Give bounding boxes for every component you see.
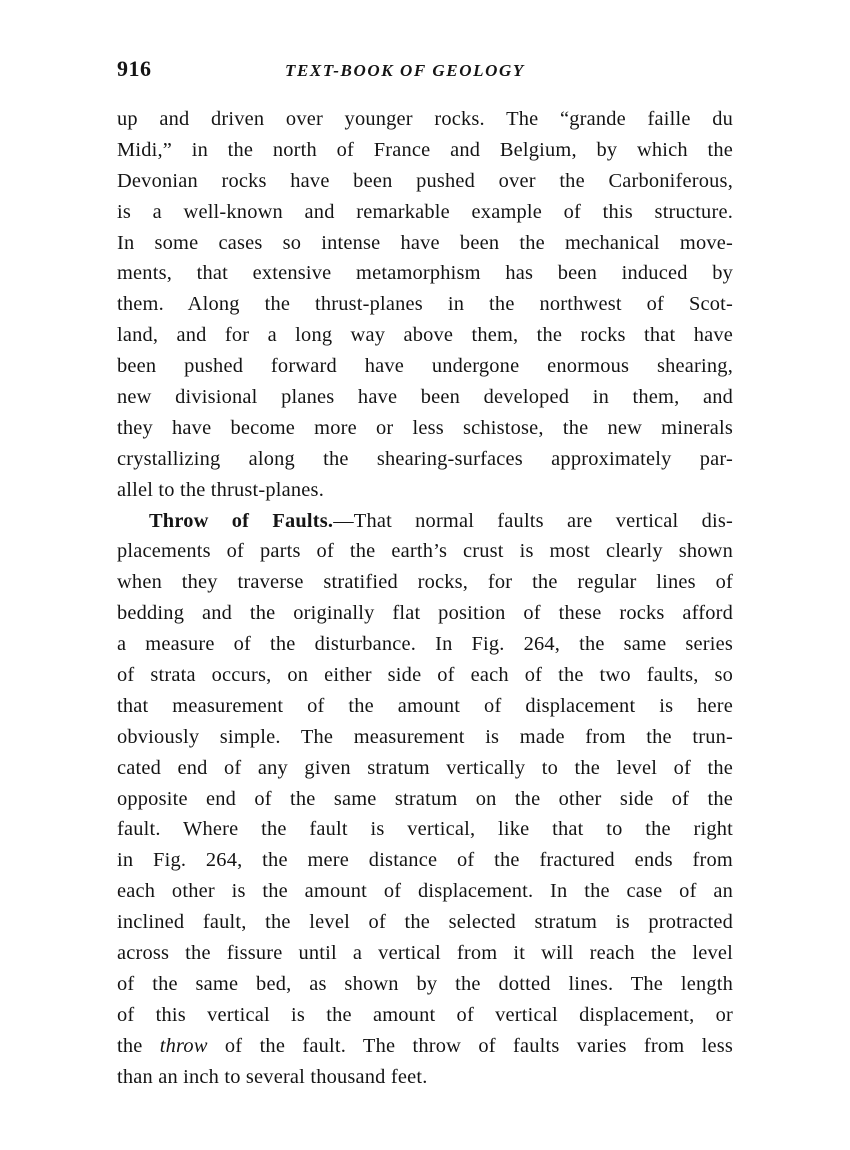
text-line: opposite end of the same stratum on the other side of the [117, 787, 733, 810]
text-line: in Fig. 264, the mere distance of the fractured ends from [117, 849, 733, 872]
text-span: the [117, 1034, 160, 1057]
text-line [117, 1031, 733, 1062]
text-line: Devonian rocks have been pushed over the Carboniferous, [117, 169, 733, 192]
section-heading: Throw of Faults. [149, 509, 334, 532]
text-line: In some cases so intense have been the mechanical move- [117, 231, 733, 254]
text-line: than an inch to several thousand feet. [117, 1065, 428, 1088]
text-line: that measurement of the amount of displacement is here [117, 694, 733, 717]
text-line: a measure of the disturbance. In Fig. 264, the same series [117, 633, 733, 656]
text-line: up and driven over younger rocks. The “grande faille du [117, 108, 733, 130]
italic-term: throw [159, 1034, 208, 1057]
paragraph-thrust [117, 104, 733, 506]
text-line: them. Along the thrust-planes in the northwest of Scot- [117, 293, 733, 316]
text-line: placements of parts of the earth’s crust is most clearly shown [117, 540, 733, 563]
text-line: fault. Where the fault is vertical, like that to the right [117, 818, 733, 841]
text-line: allel to the thrust-planes. [117, 478, 324, 501]
page-header [117, 56, 733, 90]
text-line: Midi,” in the north of France and Belgium, by which the [117, 138, 733, 161]
text-line: inclined fault, the level of the selected stratum is protracted [117, 911, 733, 934]
page-number: 916 [117, 56, 152, 81]
text-line: they have become more or less schistose, the new minerals [117, 416, 733, 439]
text-line: is a well-known and remarkable example of this structure. [117, 200, 733, 223]
text-line: each other is the amount of displacement. In the case of an [117, 880, 733, 903]
paragraph-throw-of-faults [117, 506, 733, 1093]
body-text [117, 104, 733, 1093]
text-line: bedding and the originally flat position of these rocks afford [117, 602, 733, 625]
text-span: —That normal faults are vertical dis- [333, 509, 734, 532]
text-line: been pushed forward have undergone enormous shearing, [117, 355, 733, 378]
text-line: ments, that extensive metamorphism has been induced by [117, 262, 733, 285]
text-line: crystallizing along the shearing-surfaces approximately par- [117, 447, 733, 470]
text-line: obviously simple. The measurement is made from the trun- [117, 725, 733, 748]
text-span: of the fault. The throw of faults varies from less [207, 1034, 734, 1057]
text-line: across the fissure until a vertical from it will reach the level [117, 942, 733, 965]
text-line: cated end of any given stratum vertically to the level of the [117, 756, 733, 779]
text-line: when they traverse stratified rocks, for the regular lines of [117, 571, 733, 594]
text-line [117, 506, 733, 537]
text-line: of strata occurs, on either side of each of the two faults, so [117, 664, 733, 687]
running-head: TEXT-BOOK OF GEOLOGY [285, 61, 525, 80]
text-line: of this vertical is the amount of vertical displacement, or [117, 1003, 733, 1026]
text-line: land, and for a long way above them, the rocks that have [117, 324, 733, 347]
text-line: new divisional planes have been developed in them, and [117, 386, 733, 409]
text-line: of the same bed, as shown by the dotted lines. The length [117, 972, 733, 995]
